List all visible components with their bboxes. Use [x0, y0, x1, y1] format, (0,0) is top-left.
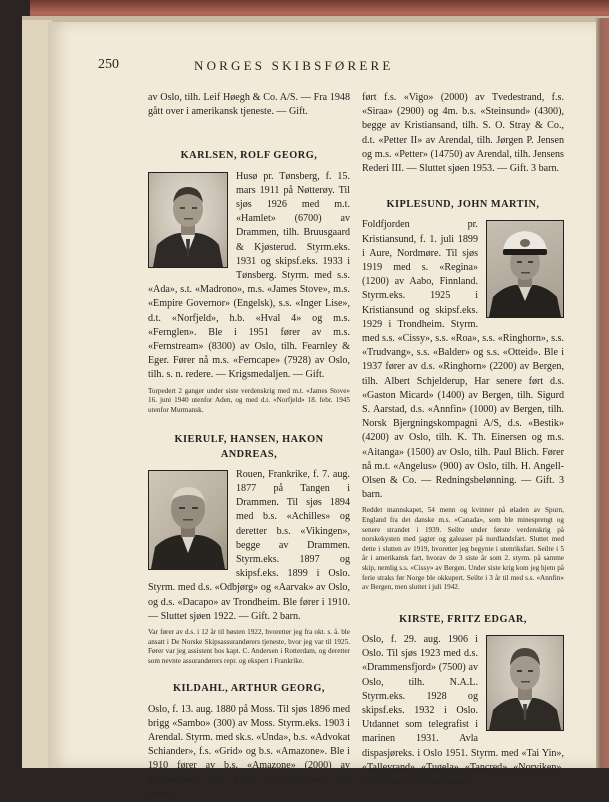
right-column — [362, 91, 564, 789]
running-title: NORGES SKIBSFØRERE — [194, 58, 394, 73]
portrait-figure — [487, 636, 563, 730]
entry-heading: KIPLESUND, JOHN MARTIN, — [386, 199, 540, 211]
entry-note: Var fører av d.s. i 12 år til høsten 1922, hvoretter jeg fra okt. s. å. ble ansatt i De Norske Skipsassurandørers tjeneste, hvor jeg var til 1925. Fører var jeg assistent hos kapt. C. Andersen i Rotterdam, og deretter som nevnte assurandørers repr. og ekspert i Frankrike. — [148, 628, 350, 665]
entry-note: Reddet mannskapet, 54 menn og kvinner på øladen av Spurn, England fra det danske m.s. «Canada», som ble minesprengt og senere strandet i 1939. Seilte under første verdenskrig på norskekysten med jagter og galeaser på nordlandsfart. Sluttet med dette i slutten av 1919, hvoretter jeg begynte i utenriksfart. Seilte i 5 år i amerikansk fart, hvorav de 3 siste år som 2. styrm. på samme skip, nemlig s.s. «Cissy» av Bergen. Under siste krig kom jeg hjem på ferie straks før Norge ble okkupert. Seilte i 3 år til med s.s. «Annfin» av Bergen, men sluttet i juli 1942. — [362, 506, 564, 592]
continued-entry-text: av Oslo, tilh. Leif Høegh & Co. A/S. — Fra 1948 gått over i amerikansk tjeneste. — Gift. — [148, 92, 350, 118]
portrait-figure — [149, 471, 227, 569]
entry-note: Torpedert 2 ganger under siste verdenskrig med m.t. «James Stove» 16. juni 1940 utenfor Aden, og med d.t. «Norfjeld» 18. febr. 1945 utenfor Murmansk. — [148, 386, 350, 414]
page-number: 250 — [98, 57, 119, 72]
entry-text: Foldfjorden pr. Kristiansund, f. 1. juli 1899 i Aure, Nordmøre. Til sjøs 1919 med s. «Regina» (1200) av Aabo, Finnland. Styrm.eks. 1925 i Kristiansund og skipsf.eks. 1929 i Trondheim. Styrm. med s.s. «Cissy», s.s. «Roa», s.s. «Ringhorn», s.s. «Trudvang», s.s. «Balder» og s.s. «Otteid». Ble i 1937 fører av d.s. «Ringhorn» (2200) av Bergen, tilh. Albert Schjelderup, Har senere ført d.s. «Gaston Micard» (1400) av Bergen, tilh. Sigurd S. Aarstad, d.s. «Annfin» (1000) av Bergen, tilh. Norsk Bjergningskompagni A/S, d.s. «Bestik» (4200) av Oslo, tilh. K. Th. Einersen og m.s. «Aitanga» (1500) av Oslo, tilh. Paul Blich. Fører nå m.t. «Angelus» (900) av Oslo, tilh. H. Angell-Olsen & Co. — Redningsbelønning. — Gift. 3 barn. — [362, 219, 564, 501]
entry-heading: KIRSTE, FRITZ EDGAR, — [399, 613, 527, 625]
continued-entry-text: ført f.s. «Vigo» (2000) av Tvedestrand, f.s. «Siraa» (2900) og 4m. b.s. «Steinsund» (4300), begge av Kristiansand, tilh. S. O. Stray & Co., d.t. «Petter II» av Arendal, tilh. Jørgen P. Jensen og m.s. «Petter» (14750) av Arendal, tilh. Jensens Rederi III. — Sluttet sjøen 1953. — Gift. 3 barn. — [362, 92, 564, 175]
entry-text: Oslo, f. 13. aug. 1880 på Moss. Til sjøs 1896 med brigg «Sambo» (300) av Moss. Styrm.eks. 1903 i Arendal. Styrm. med sk.s. «Unda», b.s. «Advokat Schiander», f.s. «Grid» og b.s. «Amazone». Ble i 1910 fører av b.s. «Amazone» (2000) av Tvedestrand, tilh. Peder Christoffersen. Har senere — [148, 703, 350, 800]
book-cover-right — [595, 18, 609, 768]
portrait-photo — [148, 172, 228, 268]
entry-heading: KILDAHL, ARTHUR GEORG, — [173, 683, 325, 695]
portrait-figure — [149, 173, 227, 267]
portrait-photo — [486, 635, 564, 731]
entry-text: Husø pr. Tønsberg, f. 15. mars 1911 på Nøtterøy. Til sjøs 1926 med m.t. «Hamlet» (6700) av Drammen, tilh. Bruusgaard & Kjøsterud. Styrm.eks. 1931 og skipsf.eks. 1933 i Tønsberg. Styrm. med s.s. «Ada», s.t. «Madrono», m.s. «James Stove», m.s. «Empire Governor» (Engelsk), s.s. «Inger Lise», d.t. «Norfjeld», h.b. «Hval 4» og m.s. «Fernglen». Ble i 1951 fører av m.s. «Fernstream» (8300) av Oslo, tilh. Fearnley & Eger. Fører nå m.s. «Ferncape» (7928) av Oslo, tilh. s. n. redere. — Krigsmedaljen. — Gift. — [148, 170, 350, 381]
portrait-photo — [148, 470, 228, 570]
entry-text: Rouen, Frankrike, f. 7. aug. 1877 på Tangen i Drammen. Til sjøs 1894 med b.s. «Achilles» og deretter b.s. «Vikingen», begge av Drammen. Styrm.eks. 1897 og skipsf.eks. 1899 i Oslo. Styrm. med d.s. «Odbjørg» og «Aarvak» av Oslo, og d.s. «Dacapo» av Trondheim. Ble fører i 1910. — Sluttet sjøen 1922. — Gift. 2 barn. — [148, 468, 350, 622]
portrait-photo — [486, 220, 564, 318]
entry-heading: KIERULF, HANSEN, HAKON ANDREAS, — [174, 434, 324, 460]
portrait-figure — [487, 221, 563, 317]
left-column — [148, 91, 350, 802]
entry-heading: KARLSEN, ROLF GEORG, — [180, 150, 318, 162]
entry-text: Oslo, f. 29. aug. 1906 i Oslo. Til sjøs 1923 med d.s. «Drammensfjord» (7500) av Oslo, tilh. N.A.L. Styrm.eks. 1928 og skipsf.eks. 1932 i Oslo. Utdannet som telegrafist i marinen 1931. Avla dispasjøreks. i Oslo 1951. Styrm. med «Tai Yin», «Talleyrand», «Tugela», «Tancred», «Norviken», «Solviken», «Kronviken», — [362, 634, 564, 788]
page-header — [98, 57, 550, 77]
